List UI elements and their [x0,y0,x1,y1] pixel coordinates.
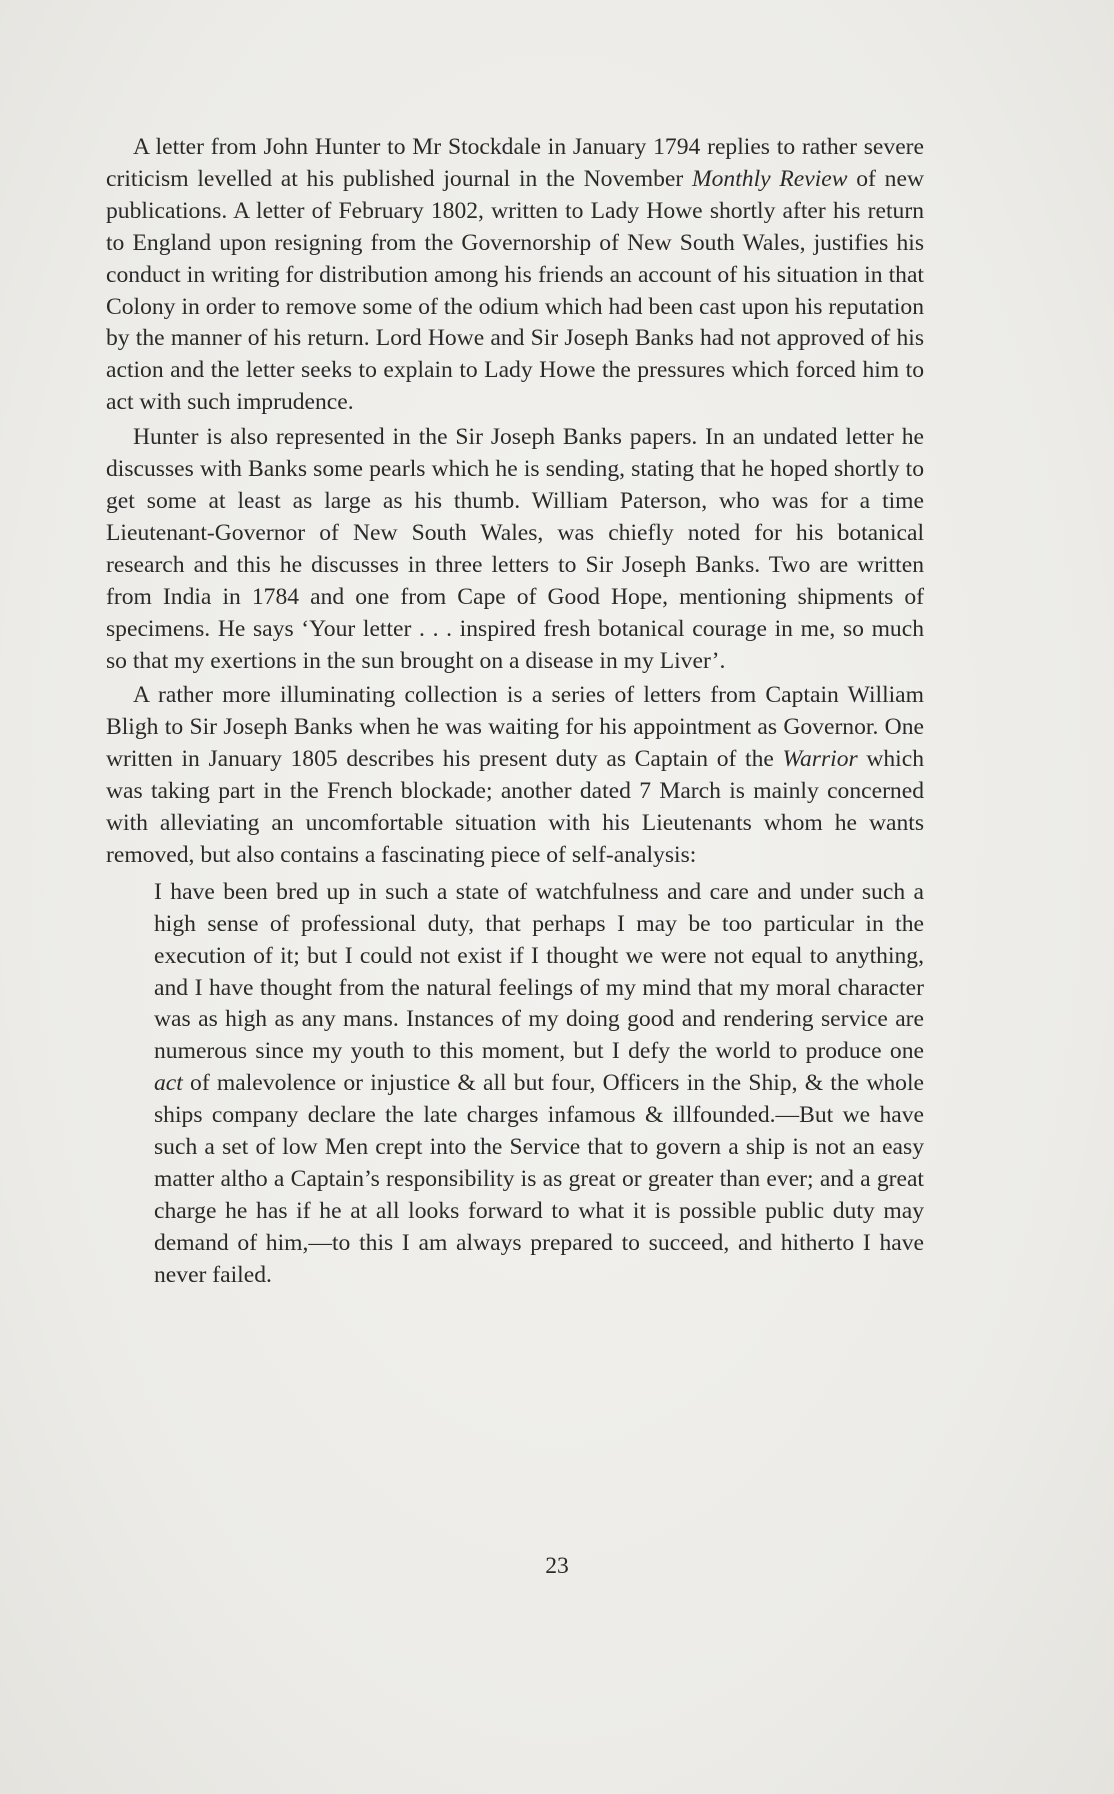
page-number: 23 [545,1553,569,1579]
paragraph-hunter-stockdale [106,132,924,419]
bligh-quotation [154,877,924,1292]
text-run: I have been bred up in such a state of watchfulness and care and under such a high sense of professional duty, that perhaps I may be too particular in the execution of it; but I could not exist if I thought we were not equal to anything, and I have thought from the natural feelings of my mind that my moral character was as high as any mans. Instances of my doing good and rendering service are numerous since my youth to this moment, but I defy the world to produce one [154,878,924,1065]
paragraph-bligh-letters [106,680,924,871]
text-run: Hunter is also represented in the Sir Joseph Banks papers. In an undated letter he discusses with Banks some pearls which he is sending, stating that he hoped shortly to get some at least as large as his thumb. William Paterson, who was for a time Lieutenant-Governor of New South Wales, was chiefly noted for his botanical research and this he discusses in three letters to Sir Joseph Banks. Two are written from India in 1784 and one from Cape of Good Hope, mentioning shipments of specimens. He says ‘Your letter . . . inspired fresh botanical courage in me, so much so that my exertions in the sun brought on a disease in my Liver’. [106,424,924,674]
text-run: of new publications. A letter of February 1802, written to Lady Howe shortly after his return to England upon resigning from the Governorship of New South Wales, justifies his conduct in writing for distribution among his friends an account of his situation in that Colony in order to remove some of the odium which had been cast upon his reputation by the manner of his return. Lord Howe and Sir Joseph Banks had not approved of his action and the letter seeks to explain to Lady Howe the pressures which forced him to act with such imprudence. [106,165,924,416]
text-run: of malevolence or injustice & all but four, Officers in the Ship, & the whole ships company declare the late charges infamous & illfounded.—But we have such a set of low Men crept into the Service that to govern a ship is not an easy matter altho a Captain’s responsibility is as great or greater than ever; and a great charge he has if he at all looks forward to what it is possible public duty may demand of him,—to this I am always prepared to succeed, and hitherto I have never failed. [154,1070,924,1288]
body-text [106,132,924,1292]
text-run: A letter from John Hunter to Mr Stockdale in January 1794 replies to rather severe criticism levelled at his published journal in the November [106,134,924,192]
text-run: which was taking part in the French blockade; another dated 7 March is mainly concerned with alleviating an uncomfortable situation with his Lieutenants whom he wants removed, but also contains a fascinating piece of self-analysis: [106,746,925,868]
paragraph-banks-papers [106,422,924,677]
italic-title-monthly-review: Monthly Review [691,165,848,192]
text-run: A rather more illuminating collection is a series of letters from Captain William Bligh to Sir Joseph Banks when he was waiting for his appointment as Governor. One written in January 1805 describes his present duty as Captain of the [106,682,924,773]
italic-word-act: act [154,1070,183,1097]
italic-ship-name-warrior: Warrior [782,746,858,773]
